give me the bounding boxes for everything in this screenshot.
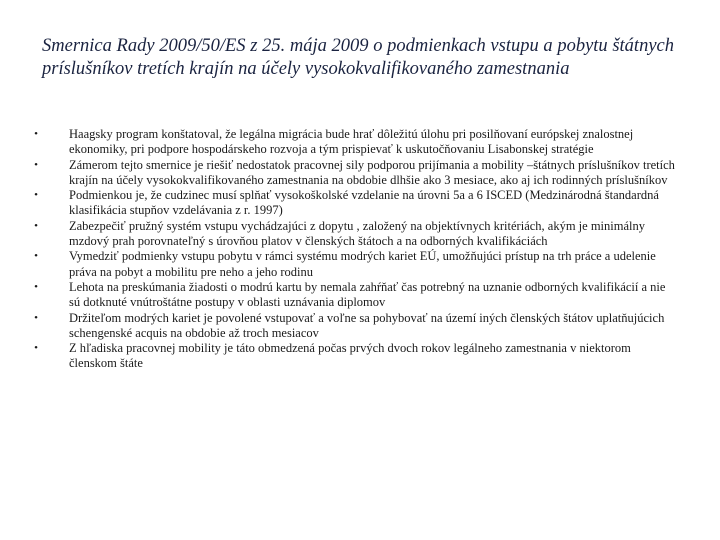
bullet-text: Držiteľom modrých kariet je povolené vstupovať a voľne sa pohybovať na území iných členských štátov uplatňujúcich schengenské acquis na obdobie až troch mesiacov — [69, 310, 665, 340]
bullet-item — [34, 188, 678, 219]
bullet-dot-icon: • — [34, 219, 38, 232]
slide-title: Smernica Rady 2009/50/ES z 25. mája 2009 o podmienkach vstupu a pobytu štátnych príslušníkov tretích krajín na účely vysokokvalifikovaného zamestnania — [42, 36, 674, 79]
bullet-item — [34, 218, 678, 250]
bullet-text: Z hľadiska pracovnej mobility je táto obmedzená počas prvých dvoch rokov legálneho zamestnania v niektorom členskom štáte — [69, 341, 631, 371]
bullet-dot-icon: • — [34, 158, 38, 171]
bullet-text: Podmienkou je, že cudzinec musí splňať vysokoškolské vzdelanie na úrovni 5a a 6 ISCED (Medzinárodná štandardná klasifikácia stupňov vzdelávania z r. 1997) — [69, 188, 659, 218]
bullet-text: Zámerom tejto smernice je riešiť nedostatok pracovnej sily podporou prijímania a mobility –štátnych príslušníkov tretích krajín na účely vysokokvalifikovaného zamestnania na obdobie dlhšie ako 3 mesiace, ako aj ich rodinných príslušníkov — [69, 157, 675, 187]
bullet-dot-icon: • — [34, 128, 38, 140]
bullet-list — [34, 127, 678, 372]
bullet-dot-icon: • — [34, 342, 38, 355]
bullet-dot-icon: • — [34, 280, 38, 293]
bullet-text: Lehota na preskúmania žiadosti o modrú kartu by nemala zahŕňať čas potrebný na uznanie odborných kvalifikácií a nie sú dotknuté vnútroštátne postupy v oblasti uznávania diplomov — [69, 279, 666, 310]
bullet-text: Haagsky program konštatoval, že legálna migrácia bude hrať dôležitú úlohu pri posilňovaní európskej znalostnej ekonomiky, pri podpore hospodárskeho rozvoja a tým prispievať k uskutočňovaniu Lisabonskej stratégie — [69, 127, 634, 157]
bullet-item — [34, 127, 678, 158]
bullet-item — [34, 279, 678, 311]
bullet-item — [34, 341, 678, 372]
bullet-item — [34, 249, 678, 280]
bullet-item — [34, 310, 678, 342]
bullet-text: Zabezpečiť pružný systém vstupu vychádzajúci z dopytu , založený na objektívnych kritériách, akým je minimálny mzdový prah porovnateľný s úrovňou platov v členských štátoch a na odborných kvalifikáciách — [69, 218, 645, 249]
bullet-item — [34, 157, 678, 189]
bullet-dot-icon: • — [34, 311, 38, 324]
bullet-dot-icon: • — [34, 189, 38, 202]
bullet-dot-icon: • — [34, 250, 38, 263]
bullet-text: Vymedziť podmienky vstupu pobytu v rámci systému modrých kariet EÚ, umožňujúci prístup na trh práce a udelenie práva na pobyt a mobilitu pre neho a jeho rodinu — [69, 249, 656, 279]
